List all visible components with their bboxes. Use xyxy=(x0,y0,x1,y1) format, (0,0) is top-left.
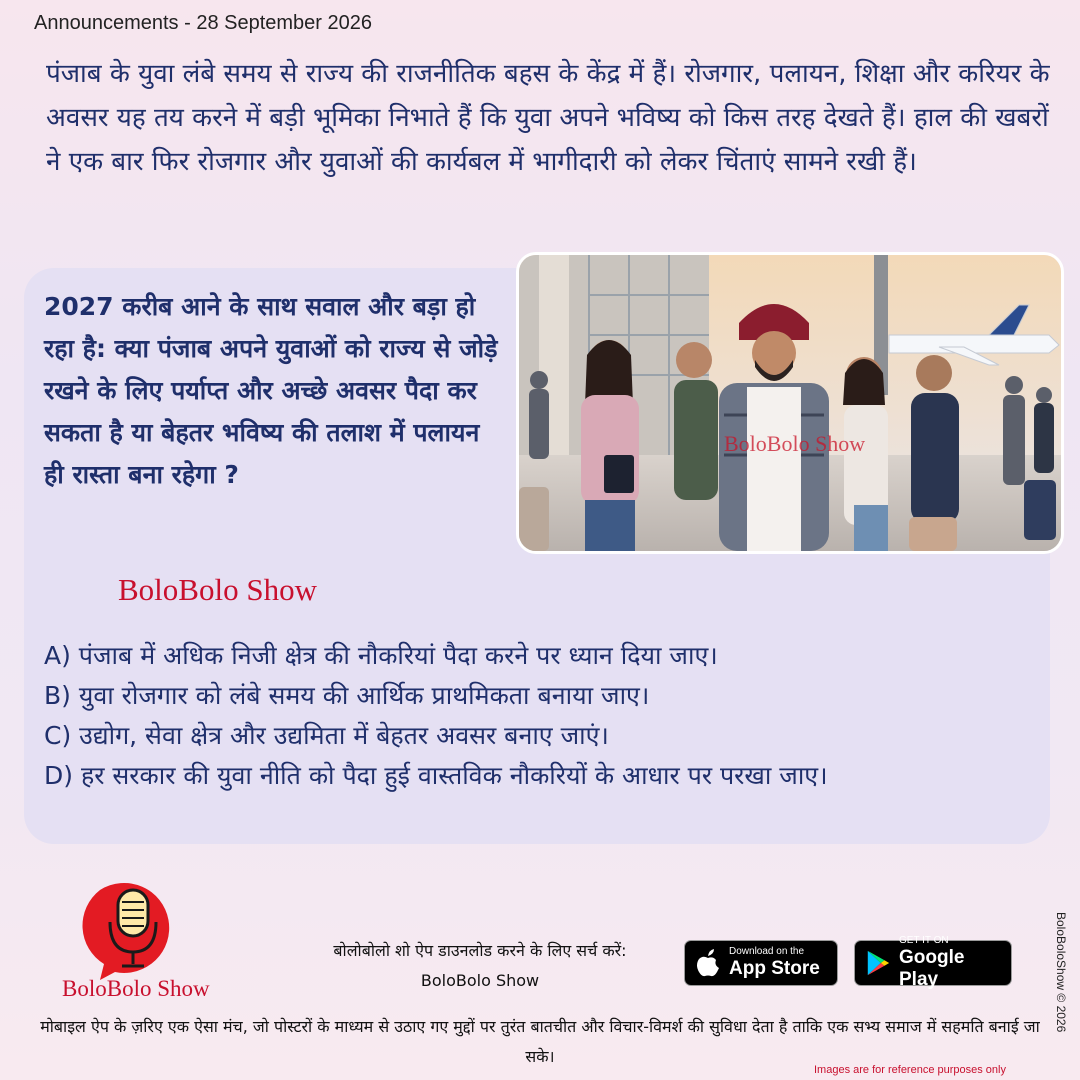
photo-watermark: BoloBolo Show xyxy=(724,431,866,456)
option-b[interactable]: B) युवा रोजगार को लंबे समय की आर्थिक प्राथमिकता बनाया जाए। xyxy=(44,681,650,710)
microphone-icon xyxy=(60,880,230,980)
download-line-2: BoloBolo Show xyxy=(420,971,540,990)
poll-question: 2027 करीब आने के साथ सवाल और बड़ा हो रहा है: क्या पंजाब अपने युवाओं को राज्य से जोड़े रखने के लिए पर्याप्त और अच्छे अवसर पैदा कर सकता है या बेहतर भविष्य की तलाश में पलायन ही रास्ता बना रहेगा ? xyxy=(44,292,498,489)
app-store-small: Download on the xyxy=(729,946,805,957)
intro-paragraph: पंजाब के युवा लंबे समय से राज्य की राजनीतिक बहस के केंद्र में हैं। रोजगार, पलायन, शिक्षा और करियर के अवसर यह तय करने में बड़ी भूमिका निभाते हैं कि युवा अपने भविष्य को किस तरह देखते हैं। हाल की खबरों ने एक बार फिर रोजगार और युवाओं की कार्यबल में भागीदारी को लेकर चिंताएं सामने रखी हैं। xyxy=(46,59,1050,177)
copyright-text: BoloBoloShow © 2026 xyxy=(1054,912,1068,1033)
download-instructions xyxy=(280,936,680,996)
google-play-icon xyxy=(865,948,891,978)
announcement-date: Announcements - 28 September 2026 xyxy=(34,12,372,34)
app-store-button[interactable] xyxy=(684,940,838,986)
logo-name: BoloBolo Show xyxy=(62,976,210,1001)
google-play-label: Google Play xyxy=(899,947,965,990)
image-disclaimer: Images are for reference purposes only xyxy=(814,1064,1006,1076)
app-store-label: App Store xyxy=(729,958,820,979)
airport-youth-photo xyxy=(516,252,1064,554)
poll-options xyxy=(44,636,1044,796)
option-c[interactable]: C) उद्योग, सेवा क्षेत्र और उद्यमिता में बेहतर अवसर बनाए जाएं। xyxy=(44,721,609,750)
option-d[interactable]: D) हर सरकार की युवा नीति को पैदा हुई वास्तविक नौकरियों के आधार पर परखा जाए। xyxy=(44,761,828,790)
brand-wordmark: BoloBolo Show xyxy=(118,572,317,607)
copyright-vertical xyxy=(1052,912,1068,1052)
download-line-1: बोलोबोलो शो ऐप डाउनलोड करने के लिए सर्च करें: xyxy=(333,941,627,960)
google-play-small: GET IT ON xyxy=(899,935,949,946)
google-play-button[interactable] xyxy=(854,935,1012,990)
platform-description: मोबाइल ऐप के ज़रिए एक ऐसा मंच, जो पोस्टरों के माध्यम से उठाए गए मुद्दों पर तुरंत बातचीत और विचार-विमर्श की सुविधा देता है ताकि एक सभ्य समाज में सहमति बनाई जा सके। xyxy=(40,1017,1040,1066)
photo-illustration xyxy=(519,255,1061,551)
option-a[interactable]: A) पंजाब में अधिक निजी क्षेत्र की नौकरियां पैदा करने पर ध्यान दिया जाए। xyxy=(44,641,718,670)
apple-icon xyxy=(695,948,721,978)
